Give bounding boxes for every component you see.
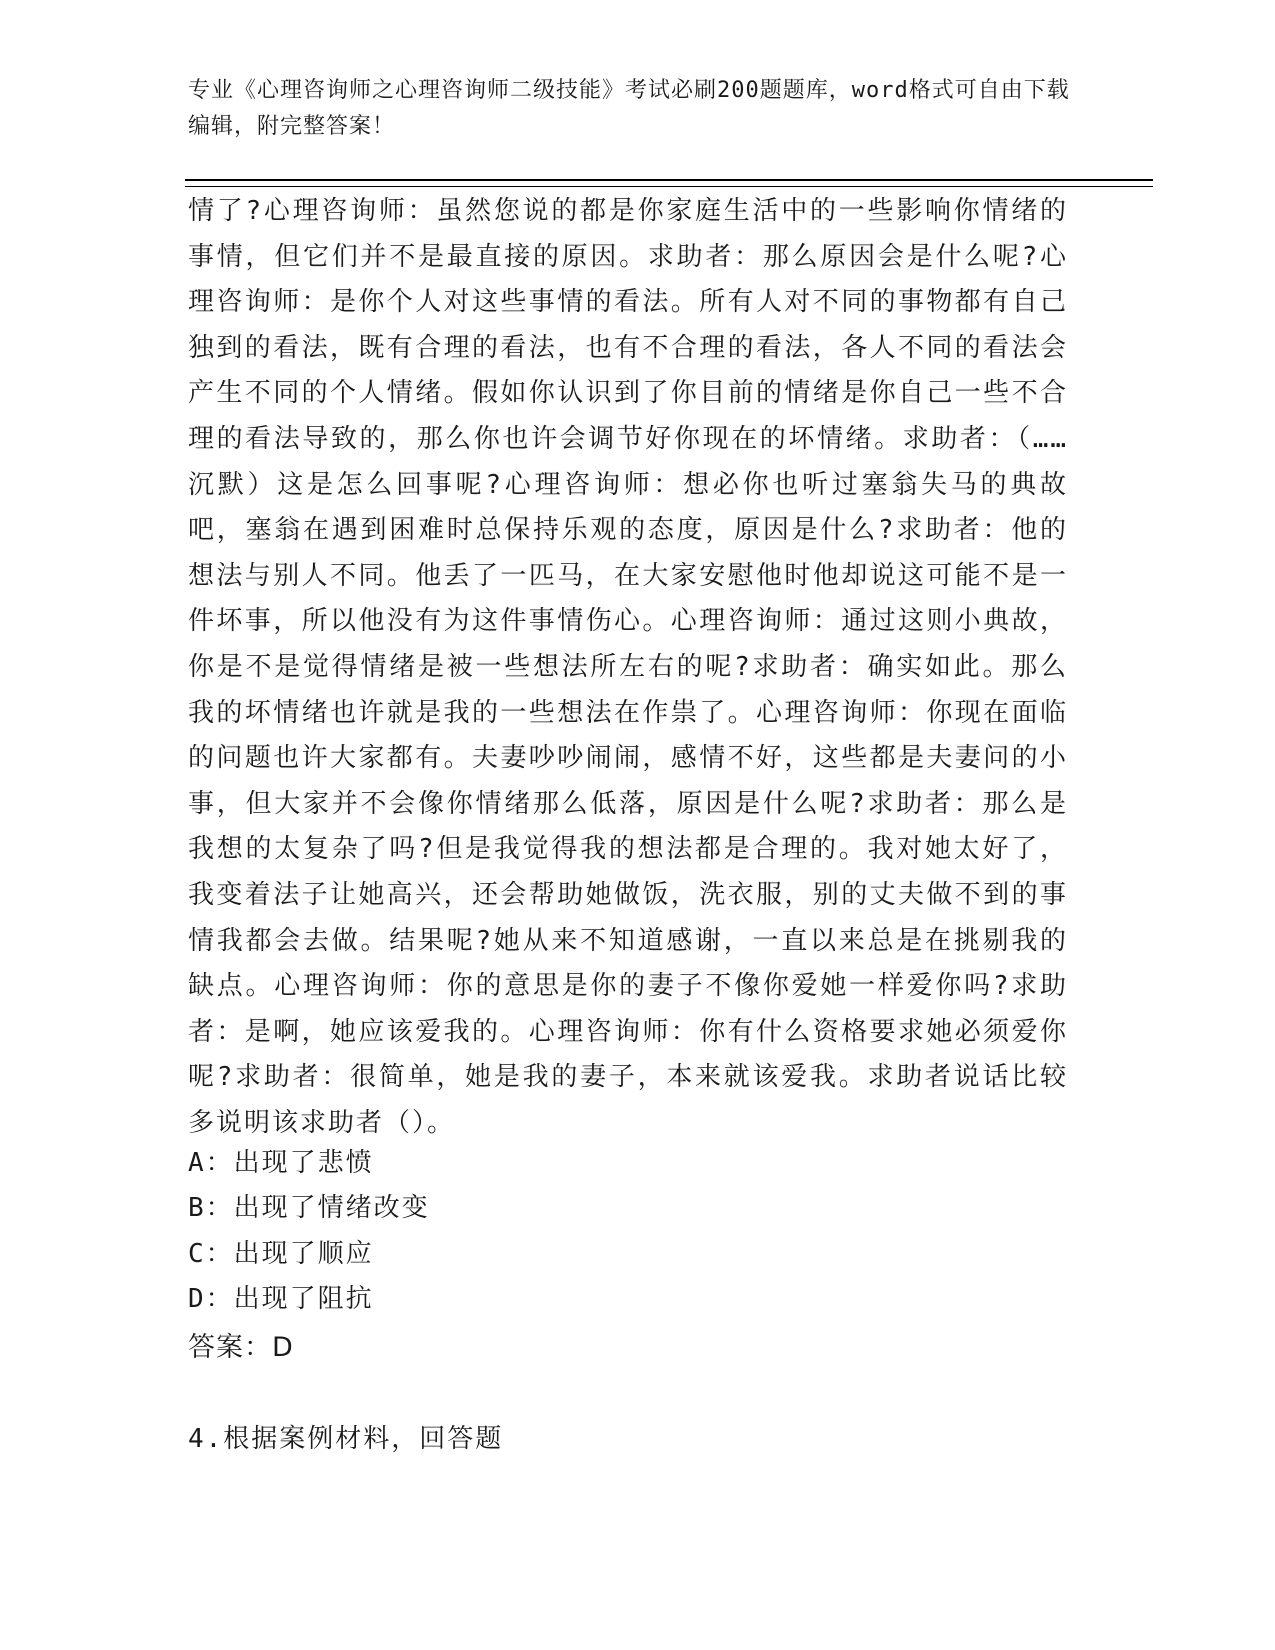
page-header-title: 专业《心理咨询师之心理咨询师二级技能》考试必刷200题题库，word格式可自由下载编辑，附完整答案！: [188, 78, 1070, 139]
header-divider-thin: [185, 186, 1153, 187]
answer-options: [188, 1141, 430, 1322]
option-c: C：出现了顺应: [188, 1238, 374, 1269]
option-a: A：出现了悲愤: [188, 1148, 374, 1178]
option-d: D：出现了阻抗: [188, 1283, 374, 1314]
option-b: B：出现了情绪改变: [188, 1193, 430, 1224]
header-divider-thick: [185, 179, 1153, 181]
answer-key: 答案：D: [188, 1332, 294, 1363]
question-passage: 情了?心理咨询师：虽然您说的都是你家庭生活中的一些影响你情绪的事情，但它们并不是最直接的原因。求助者：那么原因会是什么呢?心理咨询师：是你个人对这些事情的看法。所有人对不同的事物都有自己独到的看法，既有合理的看法，也有不合理的看法，各人不同的看法会产生不同的个人情绪。假如你认识到了你目前的情绪是你自己一些不合理的看法导致的，那么你也许会调节好你现在的坏情绪。求助者：（……沉默）这是怎么回事呢?心理咨询师：想必你也听过塞翁失马的典故吧，塞翁在遇到困难时总保持乐观的态度，原因是什么?求助者：他的想法与别人不同。他丢了一匹马，在大家安慰他时他却说这可能不是一件坏事，所以他没有为这件事情伤心。心理咨询师：通过这则小典故，你是不是觉得情绪是被一些想法所左右的呢?求助者：确实如此。那么我的坏情绪也许就是我的一些想法在作祟了。心理咨询师：你现在面临的问题也许大家都有。夫妻吵吵闹闹，感情不好，这些都是夫妻问的小事，但大家并不会像你情绪那么低落，原因是什么呢?求助者：那么是我想的太复杂了吗?但是我觉得我的想法都是合理的。我对她太好了，我变着法子让她高兴，还会帮助她做饭，洗衣服，别的丈夫做不到的事情我都会去做。结果呢?她从来不知道感谢，一直以来总是在挑剔我的缺点。心理咨询师：你的意思是你的妻子不像你爱她一样爱你吗?求助者：是啊，她应该爱我的。心理咨询师：你有什么资格要求她必须爱你呢?求助者：很简单，她是我的妻子，本来就该爱我。求助者说话比较多说明该求助者（）。: [188, 196, 1068, 1138]
next-question-heading: 4.根据案例材料，回答题: [188, 1424, 504, 1454]
